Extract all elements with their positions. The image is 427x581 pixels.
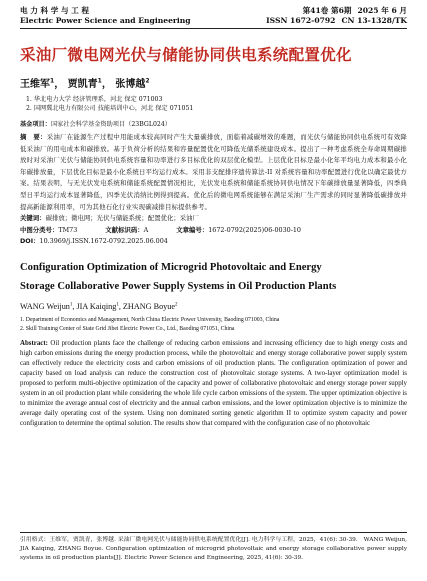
affiliation: 1. 华北电力大学 经济管理系，河北 保定 071003 [26, 96, 163, 103]
funding-label: 基金项目： [20, 121, 51, 128]
running-header [20, 6, 407, 26]
volume-issue: 第41卷 第6期 [302, 6, 352, 15]
article-no-label: 文章编号： [176, 225, 209, 234]
cn-number: CN 13-1328/TK [341, 16, 407, 25]
issue-date: 2025 年 6 月 [357, 6, 407, 15]
affiliation-en: 2. Skill Training Center of State Grid Jibei Electric Power Co., Ltd., Baoding 071051, China [20, 325, 235, 332]
affiliation: 2. 国网冀北电力有限公司 技能培训中心，河北 保定 071051 [26, 105, 194, 112]
author-name-en: JIA Kaiqing [76, 301, 117, 311]
doc-code-value: A [143, 225, 149, 234]
keywords-text: 碳排放；微电网；光伏与储能系统；配置优化；采油厂 [45, 214, 199, 223]
title-en-line: Configuration Optimization of Microgrid Photovoltaic and Energy [20, 261, 322, 273]
affiliations-en [20, 316, 407, 334]
funding-note [20, 119, 407, 128]
author-name: 王维军 [20, 79, 50, 90]
abstract-cn-text: 采油厂在能源生产过程中用能成本较高同时产生大量碳排放，面临着减碳增效的难题，而光伏与储能协同供电系统可有效降低采油厂的用电成本和碳排放。基于负荷分析的结果和容量配置优化可降低光储系统建设成本。提出了一种考虑系统全寿命周期碳排放时对采油厂光伏与储能协同供电系统容量和功率进行多目标优化的双层优化模型。上层优化目标是最小化年平均电力成本和最小化年碳排放量，下层优化目标是最小化系统日平均运行成本。采用非支配排序遗传算法-II 对系统容量和功率配置进行优化以确定最优方案。结果表明，与无光伏发电系统和储能系统配置情况相比，光伏发电系统和储能系统协同供电情况下年碳排放量显著降低，四季典型日平均运行成本显著降低，四季光伏消纳比例得到提高。优化后的微电网系统能够在满足采油厂生产需求的同时显著降低碳排放并提高新能源利用率，可为其他石化行业实现碳减排目标提供参考。 [20, 133, 407, 211]
abstract-en [20, 339, 407, 430]
author-name-en: WANG Weijun [20, 301, 70, 311]
abstract-cn-label: 摘 要： [20, 133, 47, 141]
author-name-en: ZHANG Boyue [122, 301, 175, 311]
doc-code-label: 文献标识码： [105, 225, 144, 234]
doi-line [20, 236, 407, 248]
doi-value: 10.3969/j.ISSN.1672-0792.2025.06.004 [39, 237, 168, 246]
keywords-label: 关键词： [20, 214, 46, 223]
author-list-cn: 王维军$^1$， 贾凯青$^1$， 张博越$^2$ [20, 77, 150, 90]
paper-title-en [20, 258, 407, 296]
citation-footnote: 引用格式：王维军，贾凯青，张博越. 采油厂微电网光伏与储能协同供电系统配置优化[J]. 电力科学与工程，2025，41(6): 30-39. WANG Weijun, JIA Kaiqing, ZHANG Boyue. Configuration optimization of microgrid photovoltaic and energy storage collaborative power supply systems in oil production plants[J]. Electric Power Science and Engineering, 2025, 41(6): 30-39. [20, 532, 407, 563]
author-list-en: WANG Weijun$^1$, JIA Kaiqing$^1$, ZHANG Boyue$^2$ [20, 301, 178, 311]
author-name: 张博越 [115, 79, 146, 90]
keywords-cn [20, 213, 407, 225]
doi-label: DOI： [20, 237, 40, 246]
abstract-cn [20, 132, 407, 213]
title-en-line: Storage Collaborative Power Supply Systems in Oil Production Plants [20, 280, 337, 292]
header-rule [20, 28, 407, 29]
abstract-en-label: Abstract: [20, 339, 48, 347]
abstract-en-text: Oil production plants face the challenge of reducing carbon emissions and increasing efficiency due to high energy costs and high carbon emissions during the energy production process, while the photovoltaic and energy storage collaborative power supply system can effectively reduce the electricity costs and carbon emissions of oil production plants. The configuration optimization of power and capacity based on load analysis can reduce the construction cost of photovoltaic storage systems. A two-layer optimization model is proposed to perform multi-objective optimization of the capacity and power of collaborative photovoltaic and energy storage power supply system in an oil production plant while considering the whole life cycle carbon emissions of the system. The upper optimization objective is to minimize the average annual cost of electricity and the annual carbon emissions, and the lower optimization objective is to minimize the average daily operating cost of the system. Using non dominated sorting genetic algorithm II to optimize system capacity and power configuration to determine the optimal solution. The results show that compared with the configuration case of no photovoltaic [20, 339, 407, 428]
article-no-value: 1672-0792(2025)06-0030-10 [208, 225, 302, 234]
clc-label: 中图分类号： [20, 225, 59, 234]
author-name: 贾凯青 [67, 79, 98, 90]
clc-value: TM73 [58, 225, 78, 234]
affiliations-cn [20, 95, 407, 113]
affiliation-en: 1. Department of Economics and Management, North China Electric Power University, Baoding 071003, China [20, 316, 280, 323]
classification-row [20, 225, 407, 237]
issn: ISSN 1672-0792 [266, 16, 336, 25]
paper-title-cn: 采油厂微电网光伏与储能协同供电系统配置优化 [20, 46, 352, 64]
funding-text: 国家社会科学基金资助项目（23BGL024） [50, 121, 171, 128]
journal-name-en: Electric Power Science and Engineering [20, 16, 191, 25]
journal-name-cn: 电 力 科 学 与 工 程 [20, 6, 90, 15]
